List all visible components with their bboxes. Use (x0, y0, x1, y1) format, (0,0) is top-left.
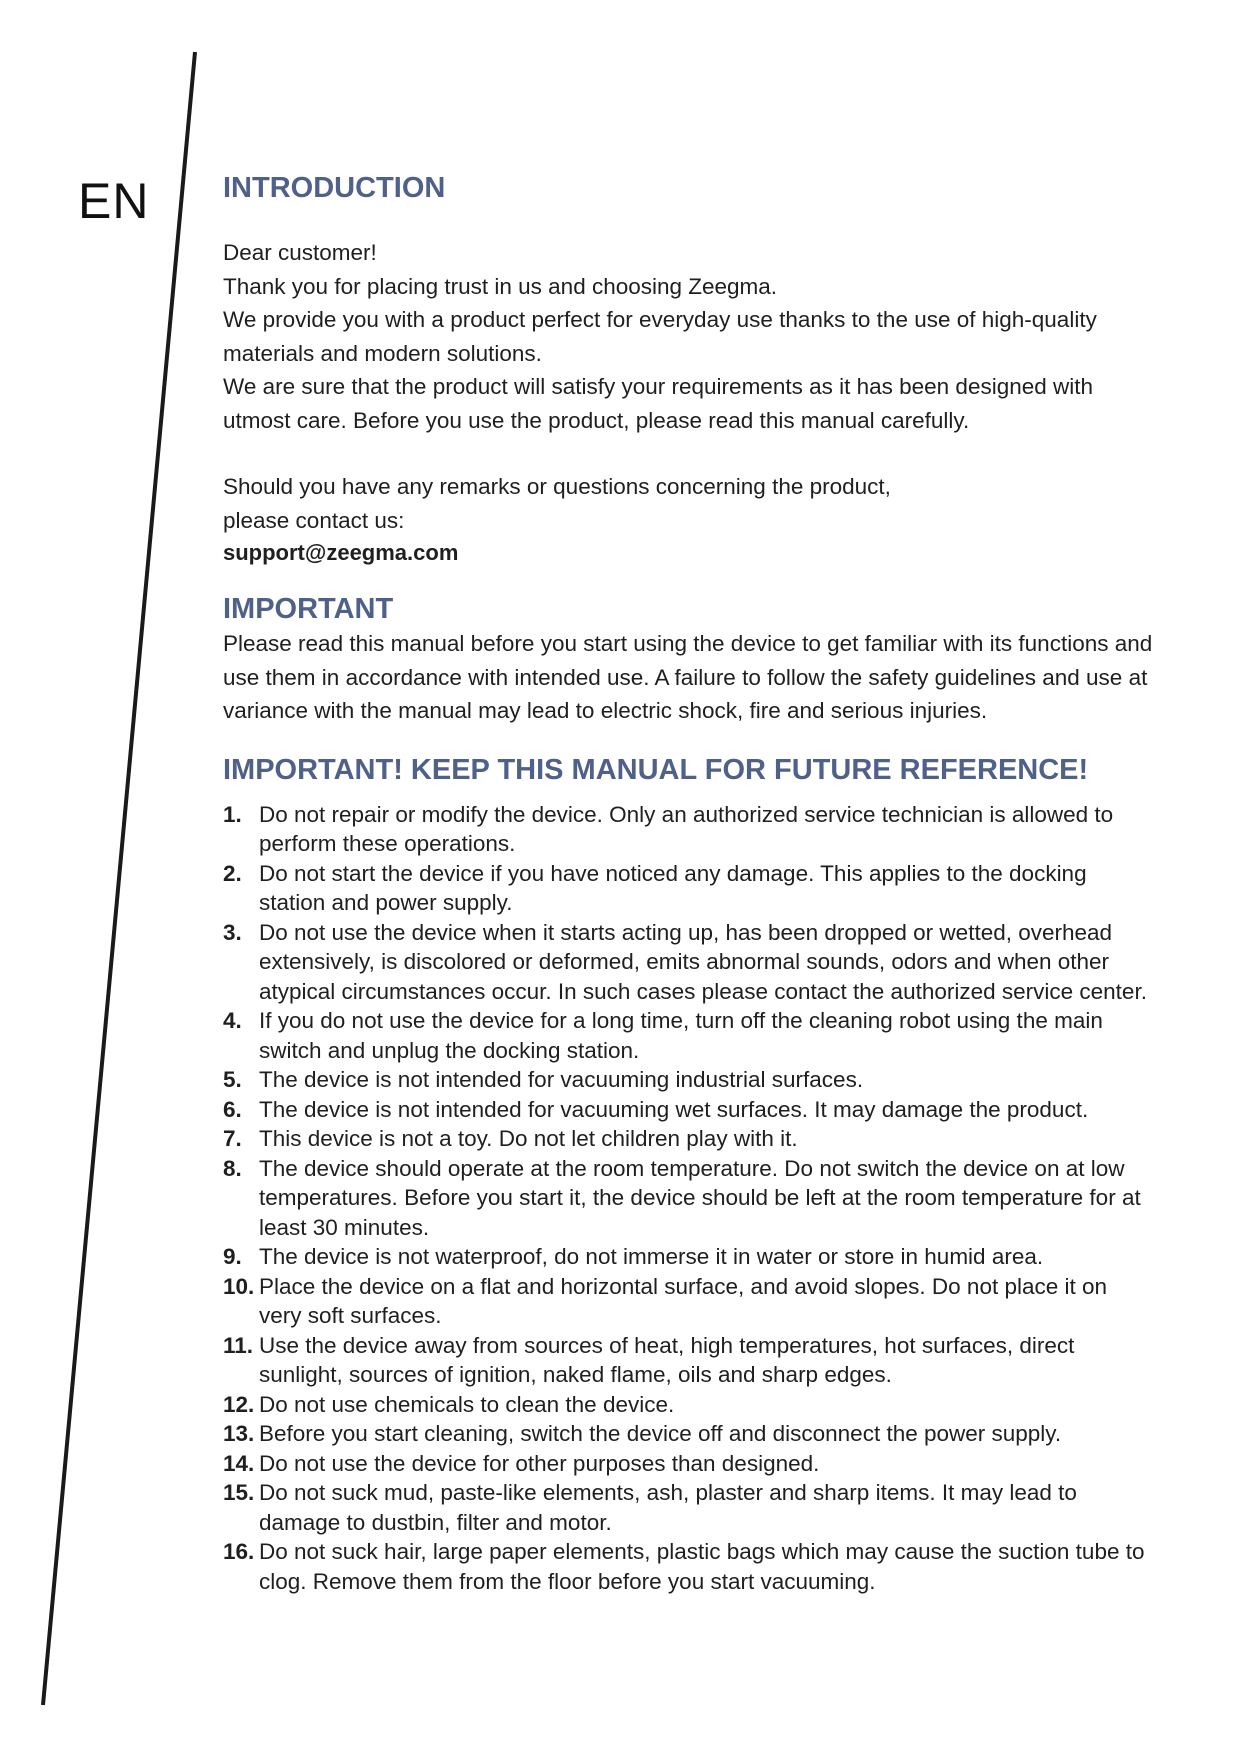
item-number: 10. (223, 1273, 255, 1299)
list-item (223, 1478, 1153, 1537)
margin-rule-line (43, 52, 195, 1705)
list-item (223, 1419, 1153, 1449)
item-number: 5. (223, 1067, 242, 1092)
item-text: The device is not intended for vacuuming industrial surfaces. (259, 1067, 864, 1092)
item-text: Do not repair or modify the device. Only an authorized service technician is allowed to perform these operations. (259, 801, 1114, 856)
item-text: Do not use chemicals to clean the device. (259, 1391, 675, 1417)
item-text: Before you start cleaning, switch the device off and disconnect the power supply. (259, 1421, 1062, 1446)
list-item (223, 1154, 1153, 1243)
contact-line-2: please contact us: (223, 507, 405, 533)
item-text: Do not use the device for other purposes than designed. (259, 1450, 820, 1476)
list-item (223, 1065, 1153, 1095)
list-item (223, 1272, 1153, 1331)
keep-manual-heading: IMPORTANT! KEEP THIS MANUAL FOR FUTURE REFERENCE! (223, 753, 1089, 786)
item-text: Do not suck hair, large paper elements, plastic bags which may cause the suction tube to clog. Remove them from the floor before you start vacuuming. (259, 1539, 1145, 1594)
list-item (223, 800, 1153, 859)
item-text: Do not suck mud, paste-like elements, ash, plaster and sharp items. It may lead to damage to dustbin, filter and motor. (259, 1480, 1077, 1535)
product-line: We provide you with a product perfect for everyday use thanks to the use of high-quality materials and modern solutions. (223, 307, 1097, 366)
item-number: 12. (223, 1391, 255, 1417)
item-text: The device is not intended for vacuuming wet surfaces. It may damage the product. (259, 1096, 1089, 1122)
item-number: 1. (223, 801, 242, 827)
item-text: Use the device away from sources of heat, high temperatures, hot surfaces, direct sunlight, sources of ignition, naked flame, oils and sharp edges. (259, 1332, 1075, 1387)
list-item (223, 1124, 1153, 1154)
thanks-line: Thank you for placing trust in us and choosing Zeegma. (223, 273, 778, 299)
item-text: Do not start the device if you have noticed any damage. This applies to the docking station and power supply. (259, 860, 1087, 915)
item-number: 4. (223, 1008, 242, 1033)
list-item (223, 859, 1153, 918)
language-tag: EN (78, 173, 150, 229)
item-number: 8. (223, 1155, 242, 1181)
item-number: 14. (223, 1450, 255, 1476)
list-item (223, 1242, 1153, 1272)
list-item (223, 1006, 1153, 1065)
manual-content (223, 170, 1153, 1596)
introduction-body (223, 236, 1153, 437)
item-number: 6. (223, 1096, 242, 1122)
important-text: Please read this manual before you start using the device to get familiar with its functions and use them in accordance with intended use. A failure to follow the safety guidelines and use at variance with the manual may lead to electric shock, fire and serious injuries. (223, 631, 1153, 723)
item-number: 2. (223, 860, 242, 886)
item-number: 7. (223, 1126, 242, 1151)
introduction-heading: INTRODUCTION (223, 172, 446, 204)
care-line: We are sure that the product will satisfy your requirements as it has been designed with utmost care. Before you use the product, please read this manual carefully. (223, 374, 1094, 433)
safety-instructions-list (223, 800, 1153, 1597)
item-text: Do not use the device when it starts acting up, has been dropped or wetted, overhead extensively, is discolored or deformed, emits abnormal sounds, odors and when other atypical circumstances occur. In such cases please contact the authorized service center. (259, 919, 1147, 1004)
list-item (223, 1095, 1153, 1125)
list-item (223, 1331, 1153, 1390)
important-heading: IMPORTANT (223, 593, 394, 625)
item-text: The device is not waterproof, do not immerse it in water or store in humid area. (259, 1244, 1044, 1269)
contact-line-1: Should you have any remarks or questions concerning the product, (223, 474, 891, 499)
item-text: The device should operate at the room temperature. Do not switch the device on at low temperatures. Before you start it, the device should be left at the room temperature for at least 30 minutes. (259, 1155, 1141, 1240)
item-number: 15. (223, 1480, 255, 1505)
item-number: 16. (223, 1539, 255, 1564)
item-text: If you do not use the device for a long time, turn off the cleaning robot using the main switch and unplug the docking station. (259, 1008, 1103, 1063)
item-number: 11. (223, 1332, 254, 1358)
item-number: 3. (223, 919, 242, 945)
support-email: support@zeegma.com (223, 540, 459, 565)
item-number: 13. (223, 1421, 255, 1446)
item-text: Place the device on a flat and horizontal surface, and avoid slopes. Do not place it on very soft surfaces. (259, 1273, 1108, 1328)
contact-block (223, 470, 1153, 569)
item-number: 9. (223, 1244, 242, 1269)
list-item (223, 1537, 1153, 1596)
list-item (223, 1449, 1153, 1479)
list-item (223, 918, 1153, 1007)
greeting-line: Dear customer! (223, 240, 377, 265)
item-text: This device is not a toy. Do not let children play with it. (259, 1126, 798, 1151)
list-item (223, 1390, 1153, 1420)
